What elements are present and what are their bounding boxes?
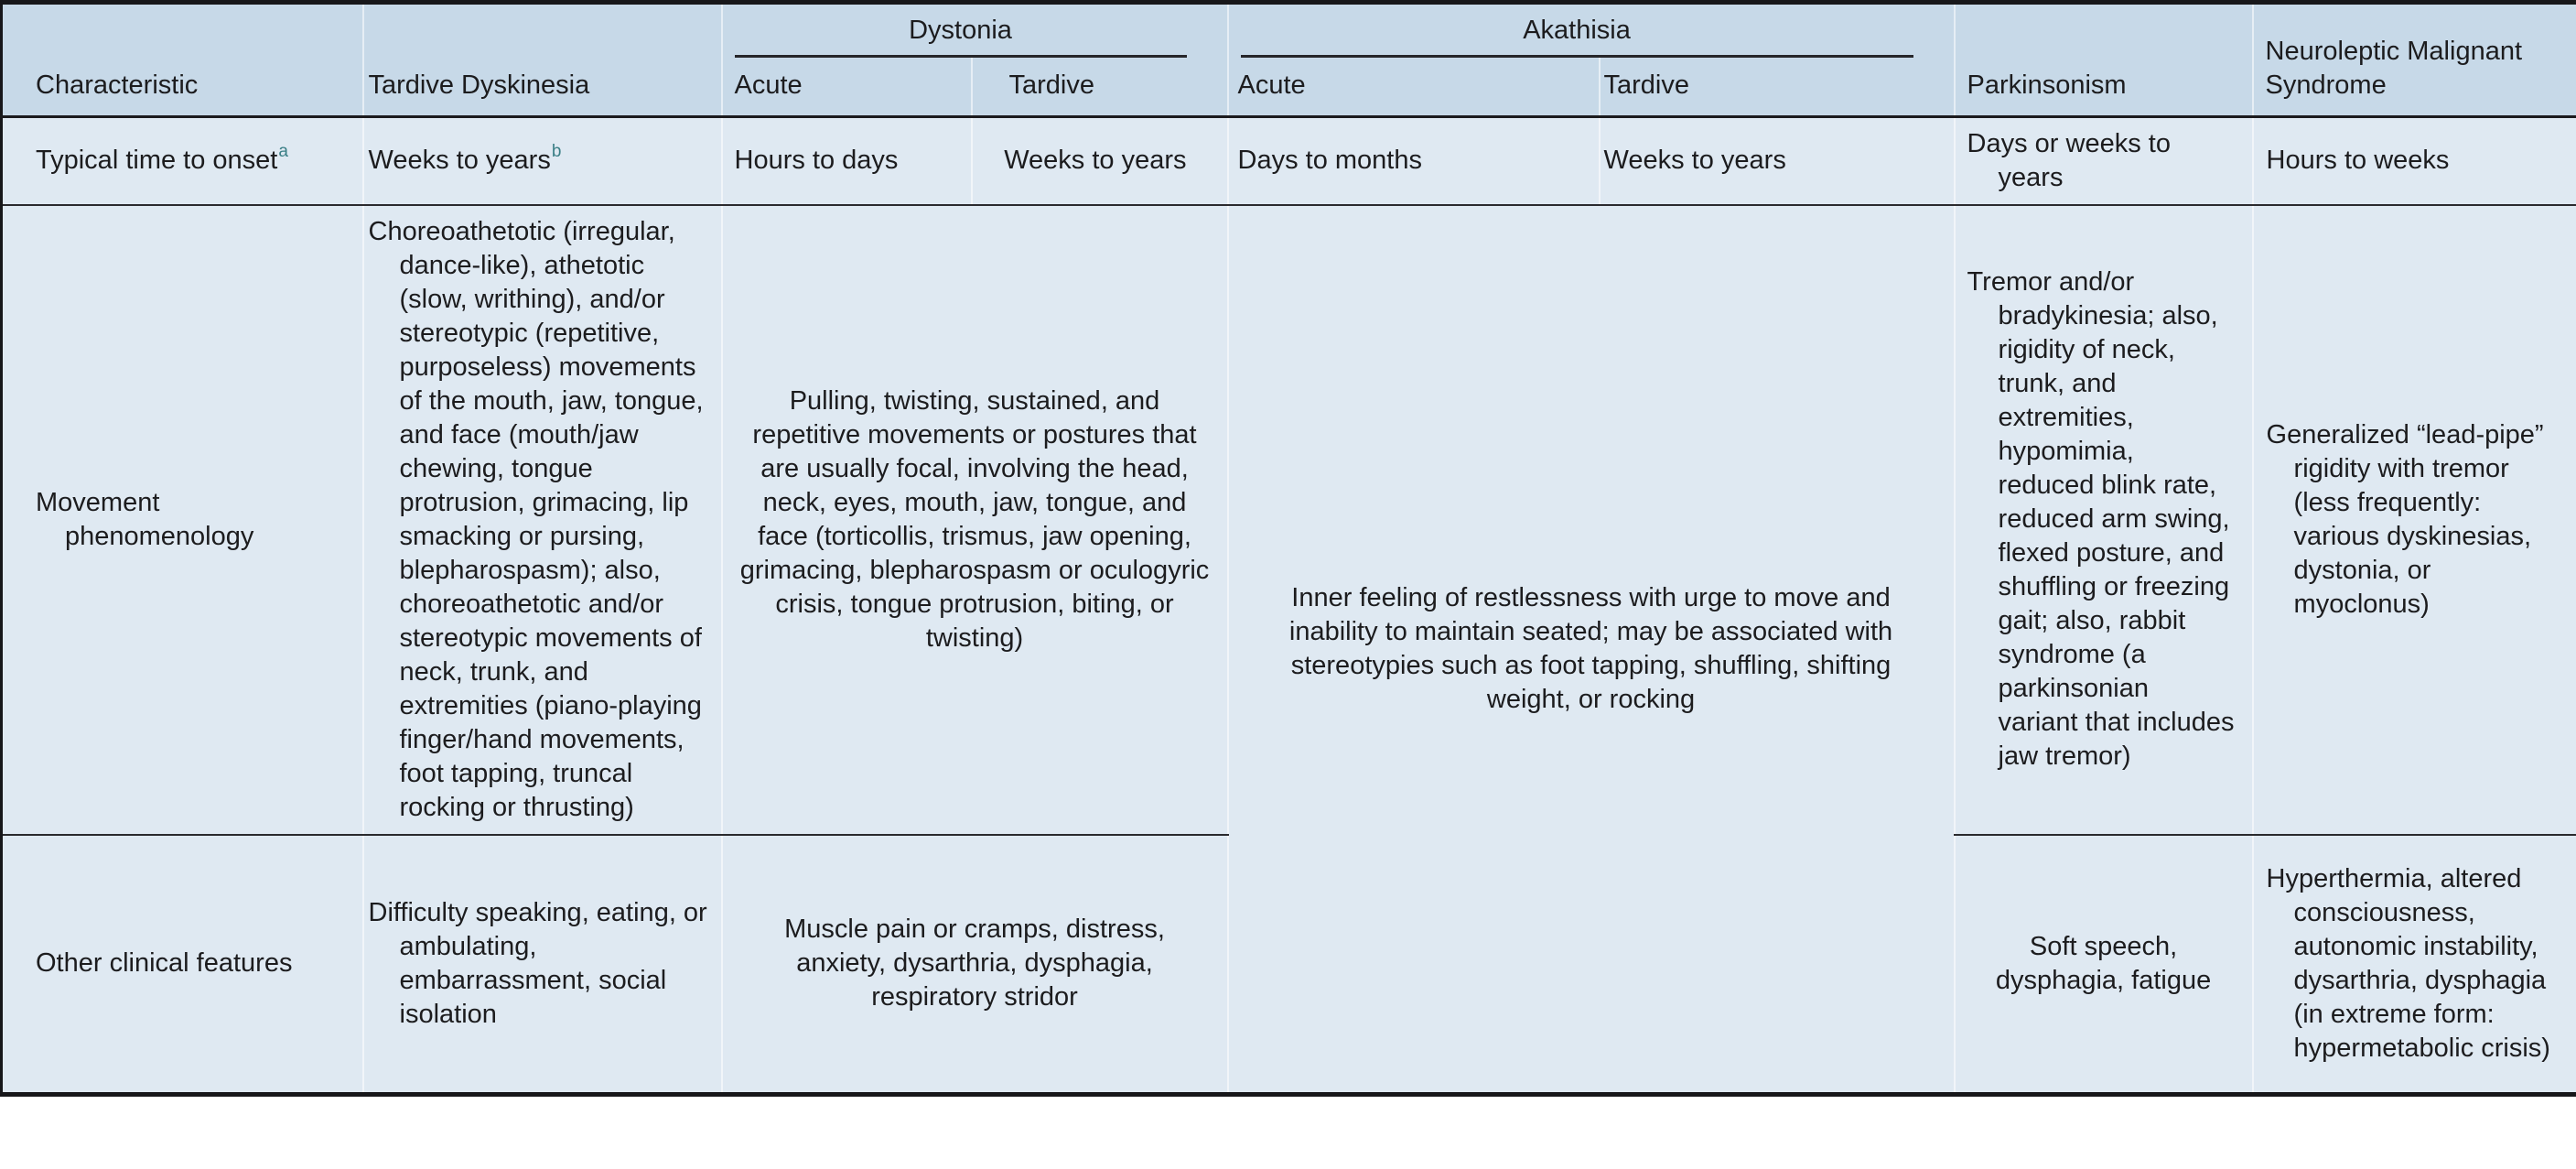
cell-other-nms: Hyperthermia, altered consciousness, autonomic instability, dysarthria, dysphagia (in extreme form: hypermetabolic crisis) — [2253, 835, 2576, 1095]
header-tardive-dyskinesia — [363, 3, 722, 117]
cell-text: Weeks to years — [368, 146, 551, 175]
cell-movement-nms: Generalized “lead-pipe” rigidity with tremor (less frequently: various dyskinesias, dystonia, or myoclonus) — [2253, 205, 2576, 835]
row-label-text: Typical time to onset — [36, 146, 278, 175]
cell-onset-tardive-dyskinesia — [363, 116, 722, 205]
header-nms — [2253, 3, 2576, 117]
cell-onset-parkinsonism: Days or weeks to years — [1955, 116, 2253, 205]
header-akathisia-tardive — [1600, 58, 1955, 116]
row-typical-time-to-onset — [2, 116, 2576, 205]
cell-other-dystonia: Muscle pain or cramps, distress, anxiety, dysarthria, dysphagia, respiratory stridor — [722, 835, 1228, 1095]
header-nms-label: Neuroleptic Malignant Syndrome — [2265, 36, 2523, 100]
cell-movement-akathisia: Inner feeling of restlessness with urge to move and inability to maintain seated; may be associated with stereotypies such as foot tapping, shuffling, shifting weight, or rocking — [1228, 205, 1955, 1095]
cell-movement-parkinsonism: Tremor and/or bradykinesia; also, rigidity of neck, trunk, and extremities, hypomimia, reduced blink rate, reduced arm swing, flexed posture, and shuffling or freezing gait; also, rabbit syndrome (a parkinsonian variant that includes jaw tremor) — [1955, 205, 2253, 835]
cell-onset-dystonia-acute: Hours to days — [722, 116, 972, 205]
cell-onset-dystonia-tardive: Weeks to years — [972, 116, 1228, 205]
cell-other-parkinsonism: Soft speech, dysphagia, fatigue — [1955, 835, 2253, 1095]
cell-movement-tardive-dyskinesia: Choreoathetotic (irregular, dance-like), athetotic (slow, writhing), and/or stereotypic (repetitive, purposeless) movements of the mouth, jaw, tongue, and face (mouth/jaw chewing, tongue protrusion, grimacing, lip smacking or pursing, blepharospasm); also, choreoathetotic and/or stereotypic movements of neck, trunk, and extremities (piano-playing finger/hand movements, foot tapping, truncal rocking or thrusting) — [363, 205, 722, 835]
cell-onset-akathisia-acute: Days to months — [1228, 116, 1600, 205]
header-dystonia-tardive — [972, 58, 1228, 116]
header-dystonia-acute-label: Acute — [734, 70, 803, 100]
row-label-other-clinical-features: Other clinical features — [2, 835, 363, 1095]
header-akathisia-acute-label: Acute — [1237, 70, 1306, 100]
header-characteristic — [2, 3, 363, 117]
row-label-movement-phenomenology: Movement phenomenology — [2, 205, 363, 835]
header-characteristic-label: Characteristic — [36, 70, 199, 100]
header-group-akathisia — [1228, 3, 1955, 59]
row-movement-phenomenology — [2, 205, 2576, 835]
header-parkinsonism-label: Parkinsonism — [1967, 70, 2127, 100]
cell-other-tardive-dyskinesia: Difficulty speaking, eating, or ambulating, embarrassment, social isolation — [363, 835, 722, 1095]
header-group-akathisia-label: Akathisia — [1241, 14, 1913, 58]
header-dystonia-tardive-label: Tardive — [1008, 70, 1094, 100]
header-akathisia-acute — [1228, 58, 1600, 116]
cell-movement-dystonia: Pulling, twisting, sustained, and repetitive movements or postures that are usually focal, involving the head, neck, eyes, mouth, jaw, tongue, and face (torticollis, trismus, jaw opening, grimacing, blepharospasm or oculogyric crisis, tongue protrusion, biting, or twisting) — [722, 205, 1228, 835]
header-tardive-dyskinesia-label: Tardive Dyskinesia — [368, 70, 590, 100]
cell-onset-nms: Hours to weeks — [2253, 116, 2576, 205]
header-parkinsonism — [1955, 3, 2253, 117]
header-group-dystonia — [722, 3, 1228, 59]
header-group-dystonia-label: Dystonia — [735, 14, 1187, 58]
header-akathisia-tardive-label: Tardive — [1603, 70, 1690, 100]
cell-onset-akathisia-tardive: Weeks to years — [1600, 116, 1955, 205]
footnote-ref-a[interactable]: a — [278, 142, 288, 161]
footnote-ref-b[interactable]: b — [551, 142, 562, 161]
header-dystonia-acute — [722, 58, 972, 116]
row-label-typical-time-to-onset — [2, 116, 363, 205]
header-row-groups — [2, 3, 2576, 59]
